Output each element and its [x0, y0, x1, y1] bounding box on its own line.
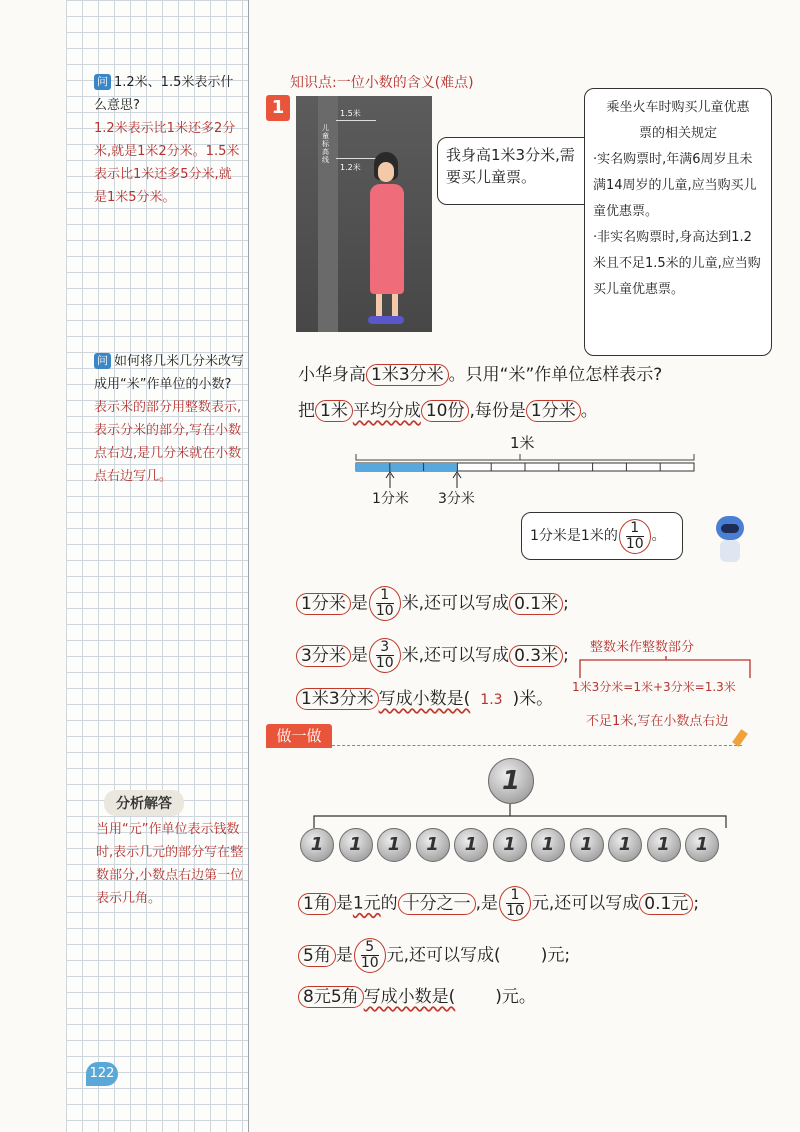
speech-bubble: 我身高1米3分米,需要买儿童票。 [437, 137, 595, 205]
one-yuan-coin: 1 [488, 758, 534, 804]
ruler-brace [356, 454, 694, 460]
one-jiao-coin: 1 [339, 828, 373, 862]
one-jiao-coin: 1 [377, 828, 411, 862]
rule-item: ·非实名购票时,身高达到1.2米且不足1.5米的儿童,应当购买儿童优惠票。 [593, 230, 761, 297]
text: 。只用“米”作单位怎样表示? [448, 365, 663, 385]
practice-line-3 [298, 984, 536, 1010]
fraction-1-10: $\frac{1}{10}$ [499, 886, 531, 921]
mark-label-bottom: 1.2米 [340, 163, 361, 172]
circle-1jiao: 1角 [298, 893, 336, 915]
text: ,每份是 [469, 401, 526, 421]
analysis-text: 当用“元”作单位表示钱数时,表示几元的部分写在整数部分,小数点右边第一位表示几角。 [96, 822, 244, 906]
sidebar-q1 [94, 71, 244, 209]
text: )元; [540, 945, 571, 966]
text: 是 [350, 645, 368, 666]
photo-girl-measuring [296, 96, 432, 332]
wavy-text: 1元 [352, 893, 381, 914]
girl-shoes [368, 316, 404, 324]
ruler-highlight [356, 463, 457, 471]
note-decimal-part: 不足1米,写在小数点右边 [586, 714, 729, 729]
text: 的 [380, 893, 398, 914]
circle-0-1yuan: 0.1元 [639, 893, 693, 915]
circle-0-1m: 0.1米 [509, 593, 563, 615]
dime-coin-row [300, 828, 730, 866]
girl-leg [392, 294, 398, 316]
ruler-title: 1米 [510, 434, 535, 452]
split-line [298, 398, 598, 424]
one-jiao-coin: 1 [300, 828, 334, 862]
circle-1dm: 1分米 [296, 593, 351, 615]
text: ; [563, 593, 569, 614]
mark-line [336, 158, 376, 159]
q1-question: 1.2米、1.5米表示什么意思? [94, 75, 234, 113]
text: 元,还可以写成( [386, 945, 501, 966]
text: 米,还可以写成 [401, 593, 510, 614]
girl-face [378, 162, 394, 182]
text: 是 [350, 593, 368, 614]
one-jiao-coin: 1 [416, 828, 450, 862]
text: 1分米是1米的 [530, 528, 618, 544]
one-jiao-coin: 1 [647, 828, 681, 862]
practice-title: 做一做 [266, 724, 332, 748]
one-jiao-coin: 1 [608, 828, 642, 862]
text: 把 [298, 401, 315, 421]
girl-leg [376, 294, 382, 316]
fraction-3-10: $\frac{3}{10}$ [369, 638, 401, 673]
rule-box [584, 88, 772, 356]
fraction-line-1 [296, 586, 569, 621]
text: 。 [651, 528, 666, 544]
girl-dress [370, 184, 404, 294]
knowledge-point: 知识点:一位小数的含义(难点) [290, 75, 474, 91]
robot-speech [521, 512, 683, 560]
question-badge: 问 [94, 74, 111, 90]
q2-answer: 表示米的部分用整数表示,表示分米的部分,写在小数点右边,是几分米就在小数点右边写几。 [94, 400, 242, 484]
note-integer-part: 整数米作整数部分 [590, 640, 695, 655]
text: )元。 [495, 987, 536, 1007]
text: ; [563, 645, 569, 666]
practice-divider [332, 745, 742, 746]
mark-label-top: 1.5米 [340, 109, 361, 118]
q1-answer: 1.2米表示比1米还多2分米,就是1米2分米。1.5米表示比1米还多5分米,就是1米5分米。 [94, 121, 240, 205]
circle-1m: 1米 [315, 400, 353, 422]
fraction-line-3 [296, 686, 553, 713]
pencil-icon [732, 729, 748, 747]
height-line-label: 儿童标高线 [322, 124, 329, 164]
ruler-mark-1dm: 1分米 [372, 491, 409, 507]
wavy-text: 写成小数是( [363, 987, 456, 1007]
circle-8yuan5jiao: 8元5角 [298, 986, 364, 1008]
q2-question: 如何将几米几分米改写成用“米”作单位的小数? [94, 354, 245, 392]
sidebar-q2 [94, 350, 244, 488]
one-jiao-coin: 1 [454, 828, 488, 862]
text: ,是 [475, 893, 499, 914]
analysis-title: 分析解答 [104, 790, 184, 816]
circle-3dm: 3分米 [296, 645, 351, 667]
text: 是 [335, 893, 353, 914]
one-jiao-coin: 1 [685, 828, 719, 862]
text: ; [693, 893, 700, 914]
one-jiao-coin: 1 [570, 828, 604, 862]
circle-1m3dm: 1米3分米 [296, 688, 379, 710]
fraction-5-10: $\frac{5}{10}$ [354, 938, 386, 973]
one-jiao-coin: 1 [493, 828, 527, 862]
fraction-1-10: $\frac{1}{10}$ [369, 586, 401, 621]
page-number: 122 [86, 1062, 118, 1086]
circle-0-3m: 0.3米 [509, 645, 563, 667]
ruler-mark-3dm: 3分米 [438, 491, 475, 507]
question-line [298, 362, 662, 388]
question-badge: 问 [94, 353, 111, 369]
text: 小华身高 [298, 365, 366, 385]
note-brace [576, 654, 756, 680]
fraction-line-2 [296, 638, 569, 673]
robot-icon [712, 516, 748, 568]
practice-line-2 [298, 938, 570, 973]
text: )米。 [512, 689, 554, 709]
text: 元,还可以写成 [531, 893, 640, 914]
circle-5jiao: 5角 [298, 945, 336, 967]
height-circle: 1米3分米 [366, 364, 449, 386]
one-jiao-coin: 1 [531, 828, 565, 862]
text: 是 [335, 945, 353, 966]
wavy-text: 平均分成 [352, 401, 421, 421]
circle-1dm: 1分米 [526, 400, 581, 422]
mark-line [336, 120, 376, 121]
practice-line-1 [298, 886, 699, 921]
fraction-1-10: $\frac{1}{10}$ [619, 519, 651, 554]
example-number: 1 [266, 95, 290, 121]
circle-one-tenth: 十分之一 [398, 893, 476, 915]
circle-10parts: 10份 [421, 400, 470, 422]
rule-item: ·实名购票时,年满6周岁且未满14周岁的儿童,应当购买儿童优惠票。 [593, 152, 757, 219]
rule-title: 乘坐火车时购买儿童优惠票的相关规定 [606, 100, 750, 141]
answer-1-3: 1.3 [480, 692, 503, 708]
note-equation: 1米3分米=1米+3分米=1.3米 [572, 680, 736, 694]
wavy-text: 写成小数是( [378, 689, 471, 709]
text: 。 [580, 401, 598, 421]
text: 米,还可以写成 [401, 645, 510, 666]
